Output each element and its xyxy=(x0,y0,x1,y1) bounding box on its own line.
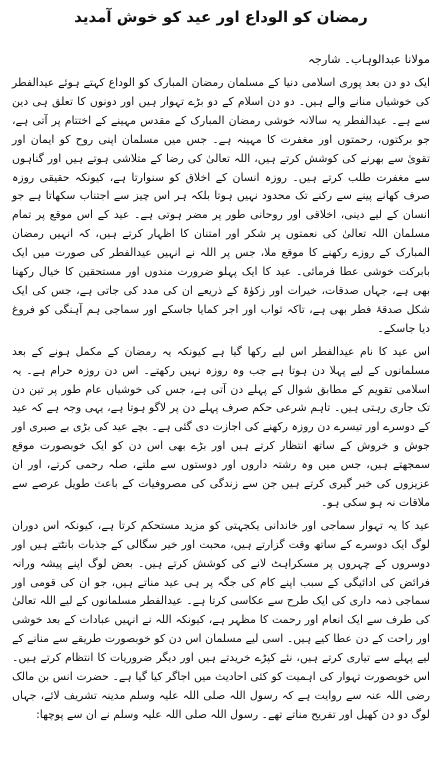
article-author: مولانا عبدالوہاب۔ شارجہ xyxy=(307,52,430,66)
paragraph: اس عید کا نام عیدالفطر اس لیے رکھا گیا ہے کیونکہ یہ رمضان کے مکمل ہونے کے بعد مسلمانوں کے لیے پہلا دن ہوتا ہے جب وہ روزہ نہیں رکھتے۔ اس دن روزہ حرام ہے۔ یہ اسلامی تقویم کے مطابق شوال کے پہلے دن آتی ہے، جس کی خوشیاں عام طور پر تین دن تک جاری رہتی ہیں۔ تاہم شرعی حکم صرف پہلے دن پر لاگو ہوتا ہے، یہی وجہ ہے کہ عید کے دوسرے اور تیسرے دن روزہ رکھنے کی اجازت دی گئی ہے۔ بچے عید کی بڑی بے صبری اور جوش و خروش کے ساتھ انتظار کرتے ہیں اور بڑے بھی اس دن کو ایک خوبصورت موقع سمجھتے ہیں، جس میں وہ رشتہ داروں اور دوستوں سے ملتے، صلہ رحمی کرتے، اور ان عزیزوں کی خبر گیری کرتے ہیں جن سے زندگی کی مصروفیات کے باعث طویل عرصے سے ملاقات نہ ہو سکی ہو۔ xyxy=(12,344,430,509)
paragraph: عید کا یہ تہوار سماجی اور خاندانی یکجہتی کو مزید مستحکم کرتا ہے، کیونکہ اس دوران لوگ ایک دوسرے کے ساتھ وقت گزارتے ہیں، محبت اور خیر سگالی کے جذبات بانٹتے ہیں اور دوسروں کے چہروں پر مسکراہٹ لانے کی کوشش کرتے ہیں۔ بعض لوگ اپنے پیشہ ورانہ فرائض کی ادائیگی کے سبب اپنے کام کی جگہ پر ہی عید مناتے ہیں، جو ان کی قومی اور سماجی ذمہ داری کی ایک طرح سے عکاسی کرتا ہے۔ عیدالفطر مسلمانوں کے لیے اللہ تعالیٰ کی طرف سے ایک انعام اور رحمت کا مظہر ہے، کیونکہ اللہ نے انہیں عبادات کے بعد خوشی اور راحت کے دن عطا کیے ہیں۔ اسی لیے مسلمان اس دن کو خوبصورت طریقے سے منانے کے لیے پہلے سے تیاری کرتے ہیں، نئے کپڑے خریدتے ہیں اور دیگر ضروریات کا انتظام کرتے ہیں۔ اس خوبصورت تہوار کی اہمیت کو کئی احادیث میں اجاگر کیا گیا ہے۔ حضرت انس بن مالک رضی اللہ عنہ سے روایت ہے کہ رسول اللہ صلی اللہ علیہ وسلم مدینہ تشریف لائے، جہاں لوگ دو دن کھیل اور تفریح مناتے تھے۔ رسول اللہ صلی اللہ علیہ وسلم نے ان سے پوچھا: xyxy=(12,518,430,721)
article-body xyxy=(12,74,430,729)
article-title: رمضان کو الوداع اور عید کو خوش آمدید xyxy=(74,8,368,26)
paragraph: ایک دو دن بعد پوری اسلامی دنیا کے مسلمان رمضان المبارک کو الوداع کہتے ہوئے عیدالفطر کی خوشیاں منانے والے ہیں۔ دو دن اسلام کے دو بڑے تہوار ہیں اور دونوں کا تعلق ہی دین سے ہے۔ عیدالفطر یہ سالانہ خوشی رمضان المبارک کے مقدس مہینے کے اختتام پر آتی ہے، جو برکتوں، رحمتوں اور مغفرت کا مہینہ ہے۔ جس میں مسلمان اپنی روح کو ایمان اور تقویٰ سے بھرنے کی کوشش کرتے ہیں، اللہ تعالیٰ کی رضا کے متلاشی ہوتے ہیں اور گناہوں سے مغفرت طلب کرتے ہیں۔ روزہ انسان کے اخلاق کو سنوارتا ہے، کیونکہ حقیقی روزہ صرف کھانے پینے سے رکنے تک محدود نہیں ہوتا بلکہ ہر اس چیز سے اجتناب سکھاتا ہے جو انسان کے لیے دینی، اخلاقی اور روحانی طور پر مضر ہوتی ہے۔ عید کے اس موقع پر تمام مسلمان اللہ تعالیٰ کی نعمتوں پر شکر اور امتنان کا اظہار کرتے ہیں، کہ انہیں رمضان المبارک کے روزے رکھنے کا موقع ملا، جس پر اللہ نے انہیں عیدالفطر کی صورت میں ایک بابرکت خوشی عطا فرمائی۔ عید کا ایک پہلو ضرورت مندوں اور مستحقین کا خیال رکھنا بھی ہے، جہاں صدقات، خیرات اور زکوٰۃ کے ذریعے ان کی مدد کی جاتی ہے، جس کی ایک شکل صدقۂ فطر بھی ہے، تاکہ ثواب اور اجر کمایا جاسکے اور سماجی ہم آہنگی کو فروغ دیا جاسکے۔ xyxy=(12,76,430,335)
